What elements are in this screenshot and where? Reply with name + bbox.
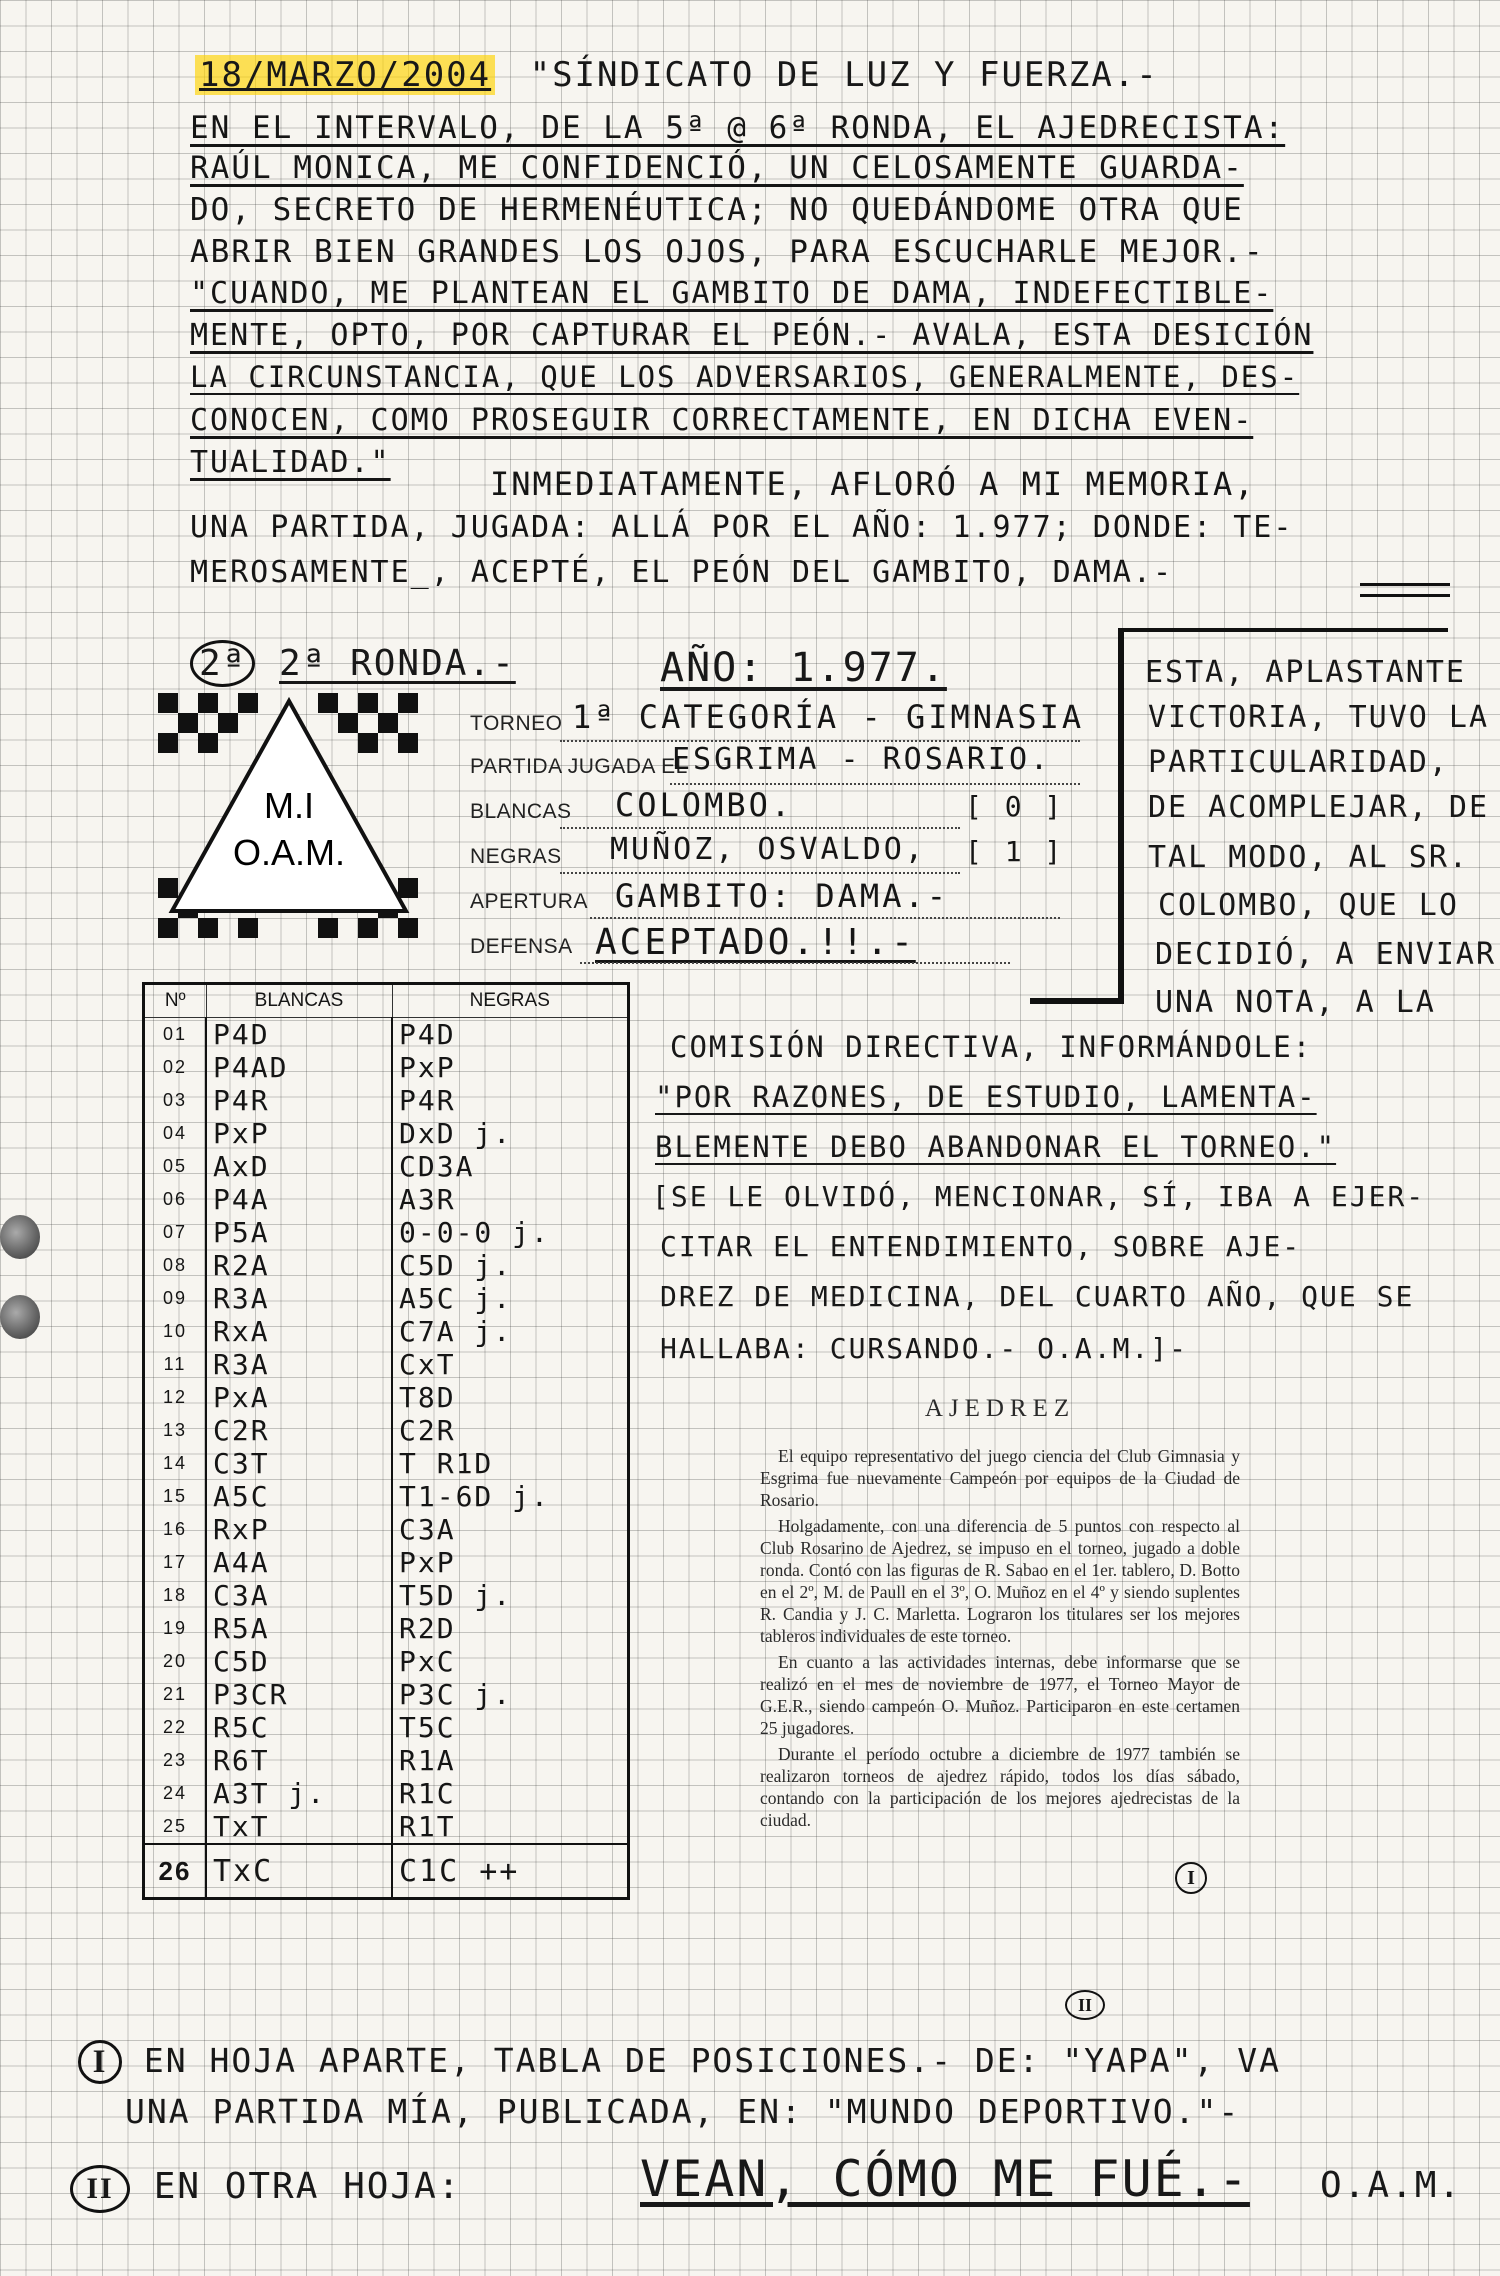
move-black: T1-6D j. (392, 1480, 629, 1513)
punch-hole (0, 1215, 40, 1259)
logo-emblem (158, 693, 420, 938)
intro-line: CONOCEN, COMO PROSEGUIR CORRECTAMENTE, EN DICHA EVEN- (190, 403, 1254, 438)
move-number: 07 (144, 1216, 207, 1249)
move-black: PxC (392, 1645, 629, 1678)
blancas-label: BLANCAS (470, 800, 572, 823)
move-black: P4R (392, 1084, 629, 1117)
table-row (144, 1315, 629, 1348)
intro-heading (195, 55, 1159, 95)
table-row (144, 1348, 629, 1381)
dotted-line (590, 917, 1060, 919)
apertura-label: APERTURA (470, 890, 588, 913)
move-black: T5C (392, 1711, 629, 1744)
move-black: C5D j. (392, 1249, 629, 1282)
double-rule (1360, 583, 1450, 597)
move-black: T5D j. (392, 1579, 629, 1612)
dotted-line (560, 872, 960, 874)
move-white: AxD (206, 1150, 392, 1183)
side-note-line: ESTA, APLASTANTE (1145, 655, 1466, 690)
move-number: 02 (144, 1051, 207, 1084)
table-row (144, 1744, 629, 1777)
move-number: 22 (144, 1711, 207, 1744)
round-circle: 2ª (190, 640, 255, 687)
intro-line: TUALIDAD." (190, 445, 391, 480)
table-row (144, 1579, 629, 1612)
move-white: TxC (206, 1844, 392, 1899)
move-number: 17 (144, 1546, 207, 1579)
move-number: 23 (144, 1744, 207, 1777)
move-black: T8D (392, 1381, 629, 1414)
move-number: 11 (144, 1348, 207, 1381)
move-white: TxT (206, 1810, 392, 1844)
move-white: C2R (206, 1414, 392, 1447)
intro-line: UNA PARTIDA, JUGADA: ALLÁ POR EL AÑO: 1.977; DONDE: TE- (190, 510, 1294, 545)
table-row (144, 1150, 629, 1183)
negras-label: NEGRAS (470, 845, 562, 868)
move-number: 13 (144, 1414, 207, 1447)
table-row (144, 1117, 629, 1150)
continuation-line: "POR RAZONES, DE ESTUDIO, LAMENTA- (655, 1080, 1317, 1114)
move-number: 03 (144, 1084, 207, 1117)
continuation-line: CITAR EL ENTENDIMIENTO, SOBRE AJE- (660, 1230, 1302, 1263)
clipping-mark-2: II (1065, 1990, 1105, 2020)
move-number: 18 (144, 1579, 207, 1612)
table-row (144, 1711, 629, 1744)
footnote-1-line-2: UNA PARTIDA MÍA, PUBLICADA, EN: "MUNDO DEPORTIVO."- (125, 2092, 1241, 2131)
table-row (144, 1381, 629, 1414)
move-black: A3R (392, 1183, 629, 1216)
footnote-1-marker: I (78, 2040, 122, 2084)
move-black: P3C j. (392, 1678, 629, 1711)
clipping-title: AJEDREZ (924, 1395, 1076, 1422)
footnote-2-marker: II (70, 2165, 130, 2213)
move-white: A4A (206, 1546, 392, 1579)
header-negras: NEGRAS (392, 984, 629, 1018)
move-black: A5C j. (392, 1282, 629, 1315)
move-white: P4D (206, 1018, 392, 1052)
table-row (144, 1084, 629, 1117)
move-white: PxP (206, 1117, 392, 1150)
intro-title: "SÍNDICATO DE LUZ Y FUERZA.- (529, 55, 1159, 95)
intro-line: INMEDIATAMENTE, AFLORÓ A MI MEMORIA, (490, 465, 1256, 503)
move-black: DxD j. (392, 1117, 629, 1150)
side-note-line: PARTICULARIDAD, (1148, 745, 1449, 780)
intro-line: LA CIRCUNSTANCIA, QUE LOS ADVERSARIOS, GENERALMENTE, DES- (190, 360, 1300, 394)
clipping-paragraph: Holgadamente, con una diferencia de 5 puntos con respecto al Club Rosarino de Ajedrez, se impuso en el torneo, jugado a doble ronda. Contó con las figuras de R. Sabao en el 1er. tablero, D. Botto en el 2º, M. de Paull en el 3º, O. Muñoz en el 4º y siendo suplentes R. Candia y J. C. Marletta. Lograron los titulares ser los mejores tableros individuales de este torneo. (760, 1516, 1240, 1646)
negras-value: MUÑOZ, OSVALDO, (610, 832, 926, 867)
clipping-mark-1: I (1175, 1862, 1207, 1894)
table-row (144, 1183, 629, 1216)
continuation-line: DREZ DE MEDICINA, DEL CUARTO AÑO, QUE SE (660, 1280, 1415, 1313)
footnote-2-signature: O.A.M. (1320, 2165, 1463, 2206)
move-white: P3CR (206, 1678, 392, 1711)
move-black: C7A j. (392, 1315, 629, 1348)
move-number: 10 (144, 1315, 207, 1348)
move-white: R6T (206, 1744, 392, 1777)
continuation-line: [SE LE OLVIDÓ, MENCIONAR, SÍ, IBA A EJER- (652, 1180, 1426, 1213)
move-black: P4D (392, 1018, 629, 1052)
table-row-final (144, 1844, 629, 1899)
intro-line: DO, SECRETO DE HERMENÉUTICA; NO QUEDÁNDOME OTRA QUE (190, 192, 1244, 228)
table-header-row (144, 984, 629, 1018)
header-blancas: BLANCAS (206, 984, 392, 1018)
table-row (144, 1777, 629, 1810)
dotted-line (580, 962, 1010, 964)
table-row (144, 1414, 629, 1447)
move-white: A5C (206, 1480, 392, 1513)
newspaper-clipping (760, 1395, 1240, 2025)
move-black: R2D (392, 1612, 629, 1645)
move-black: PxP (392, 1546, 629, 1579)
punch-hole (0, 1295, 40, 1339)
table-row (144, 1249, 629, 1282)
move-black: R1A (392, 1744, 629, 1777)
move-number: 09 (144, 1282, 207, 1315)
move-white: P4R (206, 1084, 392, 1117)
torneo-label: TORNEO (470, 712, 563, 735)
defensa-label: DEFENSA (470, 935, 573, 958)
move-white: RxP (206, 1513, 392, 1546)
move-white: R2A (206, 1249, 392, 1282)
logo-line2: O.A.M. (232, 832, 346, 873)
move-number: 08 (144, 1249, 207, 1282)
side-note-line: UNA NOTA, A LA (1155, 985, 1436, 1020)
move-number: 14 (144, 1447, 207, 1480)
table-row (144, 1645, 629, 1678)
move-number: 21 (144, 1678, 207, 1711)
table-row (144, 1051, 629, 1084)
move-white: P4AD (206, 1051, 392, 1084)
move-number: 19 (144, 1612, 207, 1645)
table-row (144, 1513, 629, 1546)
intro-line: MENTE, OPTO, POR CAPTURAR EL PEÓN.- AVALA, ESTA DESICIÓN (190, 318, 1314, 353)
defensa-value: ACEPTADO.!!.- (595, 922, 916, 963)
move-black: C1C ++ (392, 1844, 629, 1899)
table-row (144, 1810, 629, 1844)
table-row (144, 1216, 629, 1249)
move-number: 12 (144, 1381, 207, 1414)
move-black: C3A (392, 1513, 629, 1546)
move-number: 04 (144, 1117, 207, 1150)
move-number: 20 (144, 1645, 207, 1678)
apertura-value: GAMBITO: DAMA.- (615, 877, 949, 915)
move-number: 24 (144, 1777, 207, 1810)
move-number: 25 (144, 1810, 207, 1844)
move-black: C2R (392, 1414, 629, 1447)
side-note-bracket (1118, 628, 1124, 1003)
blancas-value: COLOMBO. (615, 786, 794, 824)
table-row (144, 1678, 629, 1711)
logo-line1: M.I (264, 785, 314, 826)
side-note-line: COLOMBO, QUE LO (1158, 888, 1459, 923)
side-note-bracket (1030, 998, 1124, 1004)
move-black: CD3A (392, 1150, 629, 1183)
table-row (144, 1282, 629, 1315)
move-white: R5A (206, 1612, 392, 1645)
table-row (144, 1480, 629, 1513)
move-number: 16 (144, 1513, 207, 1546)
table-row (144, 1546, 629, 1579)
move-black: R1T (392, 1810, 629, 1844)
move-number: 06 (144, 1183, 207, 1216)
move-white: R5C (206, 1711, 392, 1744)
move-white: C3A (206, 1579, 392, 1612)
move-white: R3A (206, 1348, 392, 1381)
header-number: Nº (144, 984, 207, 1018)
move-white: C5D (206, 1645, 392, 1678)
intro-date: 18/MARZO/2004 (195, 55, 495, 95)
table-row (144, 1018, 629, 1052)
move-white: P4A (206, 1183, 392, 1216)
continuation-line: HALLABA: CURSANDO.- O.A.M.]- (660, 1332, 1189, 1365)
dotted-line (670, 783, 1080, 785)
move-white: C3T (206, 1447, 392, 1480)
move-white: R3A (206, 1282, 392, 1315)
move-white: P5A (206, 1216, 392, 1249)
torneo-value: 1ª CATEGORÍA - GIMNASIA (572, 698, 1085, 736)
move-black: CxT (392, 1348, 629, 1381)
clipping-paragraph: El equipo representativo del juego ciencia del Club Gimnasia y Esgrima fue nuevamente Campeón por equipos de la Ciudad de Rosario. (760, 1446, 1240, 1510)
move-white: A3T j. (206, 1777, 392, 1810)
partida-value: ESGRIMA - ROSARIO. (672, 742, 1052, 777)
intro-line: "CUANDO, ME PLANTEAN EL GAMBITO DE DAMA, INDEFECTIBLE- (190, 276, 1274, 311)
intro-line: EN EL INTERVALO, DE LA 5ª @ 6ª RONDA, EL AJEDRECISTA: (190, 110, 1286, 146)
year-label: AÑO: 1.977. (660, 645, 947, 691)
move-number: 01 (144, 1018, 207, 1052)
footnote-2: II EN OTRA HOJA: (70, 2165, 461, 2213)
side-note-bracket (1118, 628, 1448, 632)
move-number: 26 (144, 1844, 207, 1899)
intro-line: ABRIR BIEN GRANDES LOS OJOS, PARA ESCUCHARLE MEJOR.- (190, 234, 1265, 270)
continuation-line: BLEMENTE DEBO ABANDONAR EL TORNEO." (655, 1130, 1337, 1164)
footnote-1-line-1: I EN HOJA APARTE, TABLA DE POSICIONES.- DE: "YAPA", VA (78, 2040, 1281, 2084)
clipping-paragraph: Durante el período octubre a diciembre de 1977 también se realizaron torneos de ajedrez rápido, todos los días sábado, contando con la participación de los mejores ajedrecistas de la ciudad. (760, 1744, 1240, 1830)
blancas-score: [ 0 ] (965, 790, 1065, 823)
side-note-line: DECIDIÓ, A ENVIAR (1155, 937, 1497, 972)
continuation-line: COMISIÓN DIRECTIVA, INFORMÁNDOLE: (670, 1030, 1313, 1064)
round-label: 2ª 2ª RONDA.- (190, 640, 516, 687)
partida-label: PARTIDA JUGADA EL (470, 755, 688, 778)
move-black: PxP (392, 1051, 629, 1084)
side-note-line: VICTORIA, TUVO LA (1148, 700, 1490, 735)
footnote-2-emphasis: VEAN, CÓMO ME FUÉ.- (640, 2150, 1250, 2208)
intro-line: MEROSAMENTE_, ACEPTÉ, EL PEÓN DEL GAMBITO, DAMA.- (190, 555, 1174, 590)
clipping-paragraph: En cuanto a las actividades internas, debe informarse que se realizó en el mes de noviembre de 1977, el Torneo Mayor de G.E.R., siendo campeón O. Muñoz. Participaron en este certamen 25 jugadores. (760, 1652, 1240, 1738)
dotted-line (560, 827, 960, 829)
move-white: PxA (206, 1381, 392, 1414)
table-row (144, 1612, 629, 1645)
move-black: T R1D (392, 1447, 629, 1480)
move-black: 0-0-0 j. (392, 1216, 629, 1249)
moves-table (142, 982, 630, 1900)
move-white: RxA (206, 1315, 392, 1348)
move-number: 05 (144, 1150, 207, 1183)
move-number: 15 (144, 1480, 207, 1513)
move-black: R1C (392, 1777, 629, 1810)
negras-score: [ 1 ] (965, 835, 1065, 868)
side-note-line: TAL MODO, AL SR. (1148, 840, 1469, 875)
table-row (144, 1447, 629, 1480)
intro-line: RAÚL MONICA, ME CONFIDENCIÓ, UN CELOSAMENTE GUARDA- (190, 150, 1244, 186)
side-note-line: DE ACOMPLEJAR, DE (1148, 790, 1490, 825)
